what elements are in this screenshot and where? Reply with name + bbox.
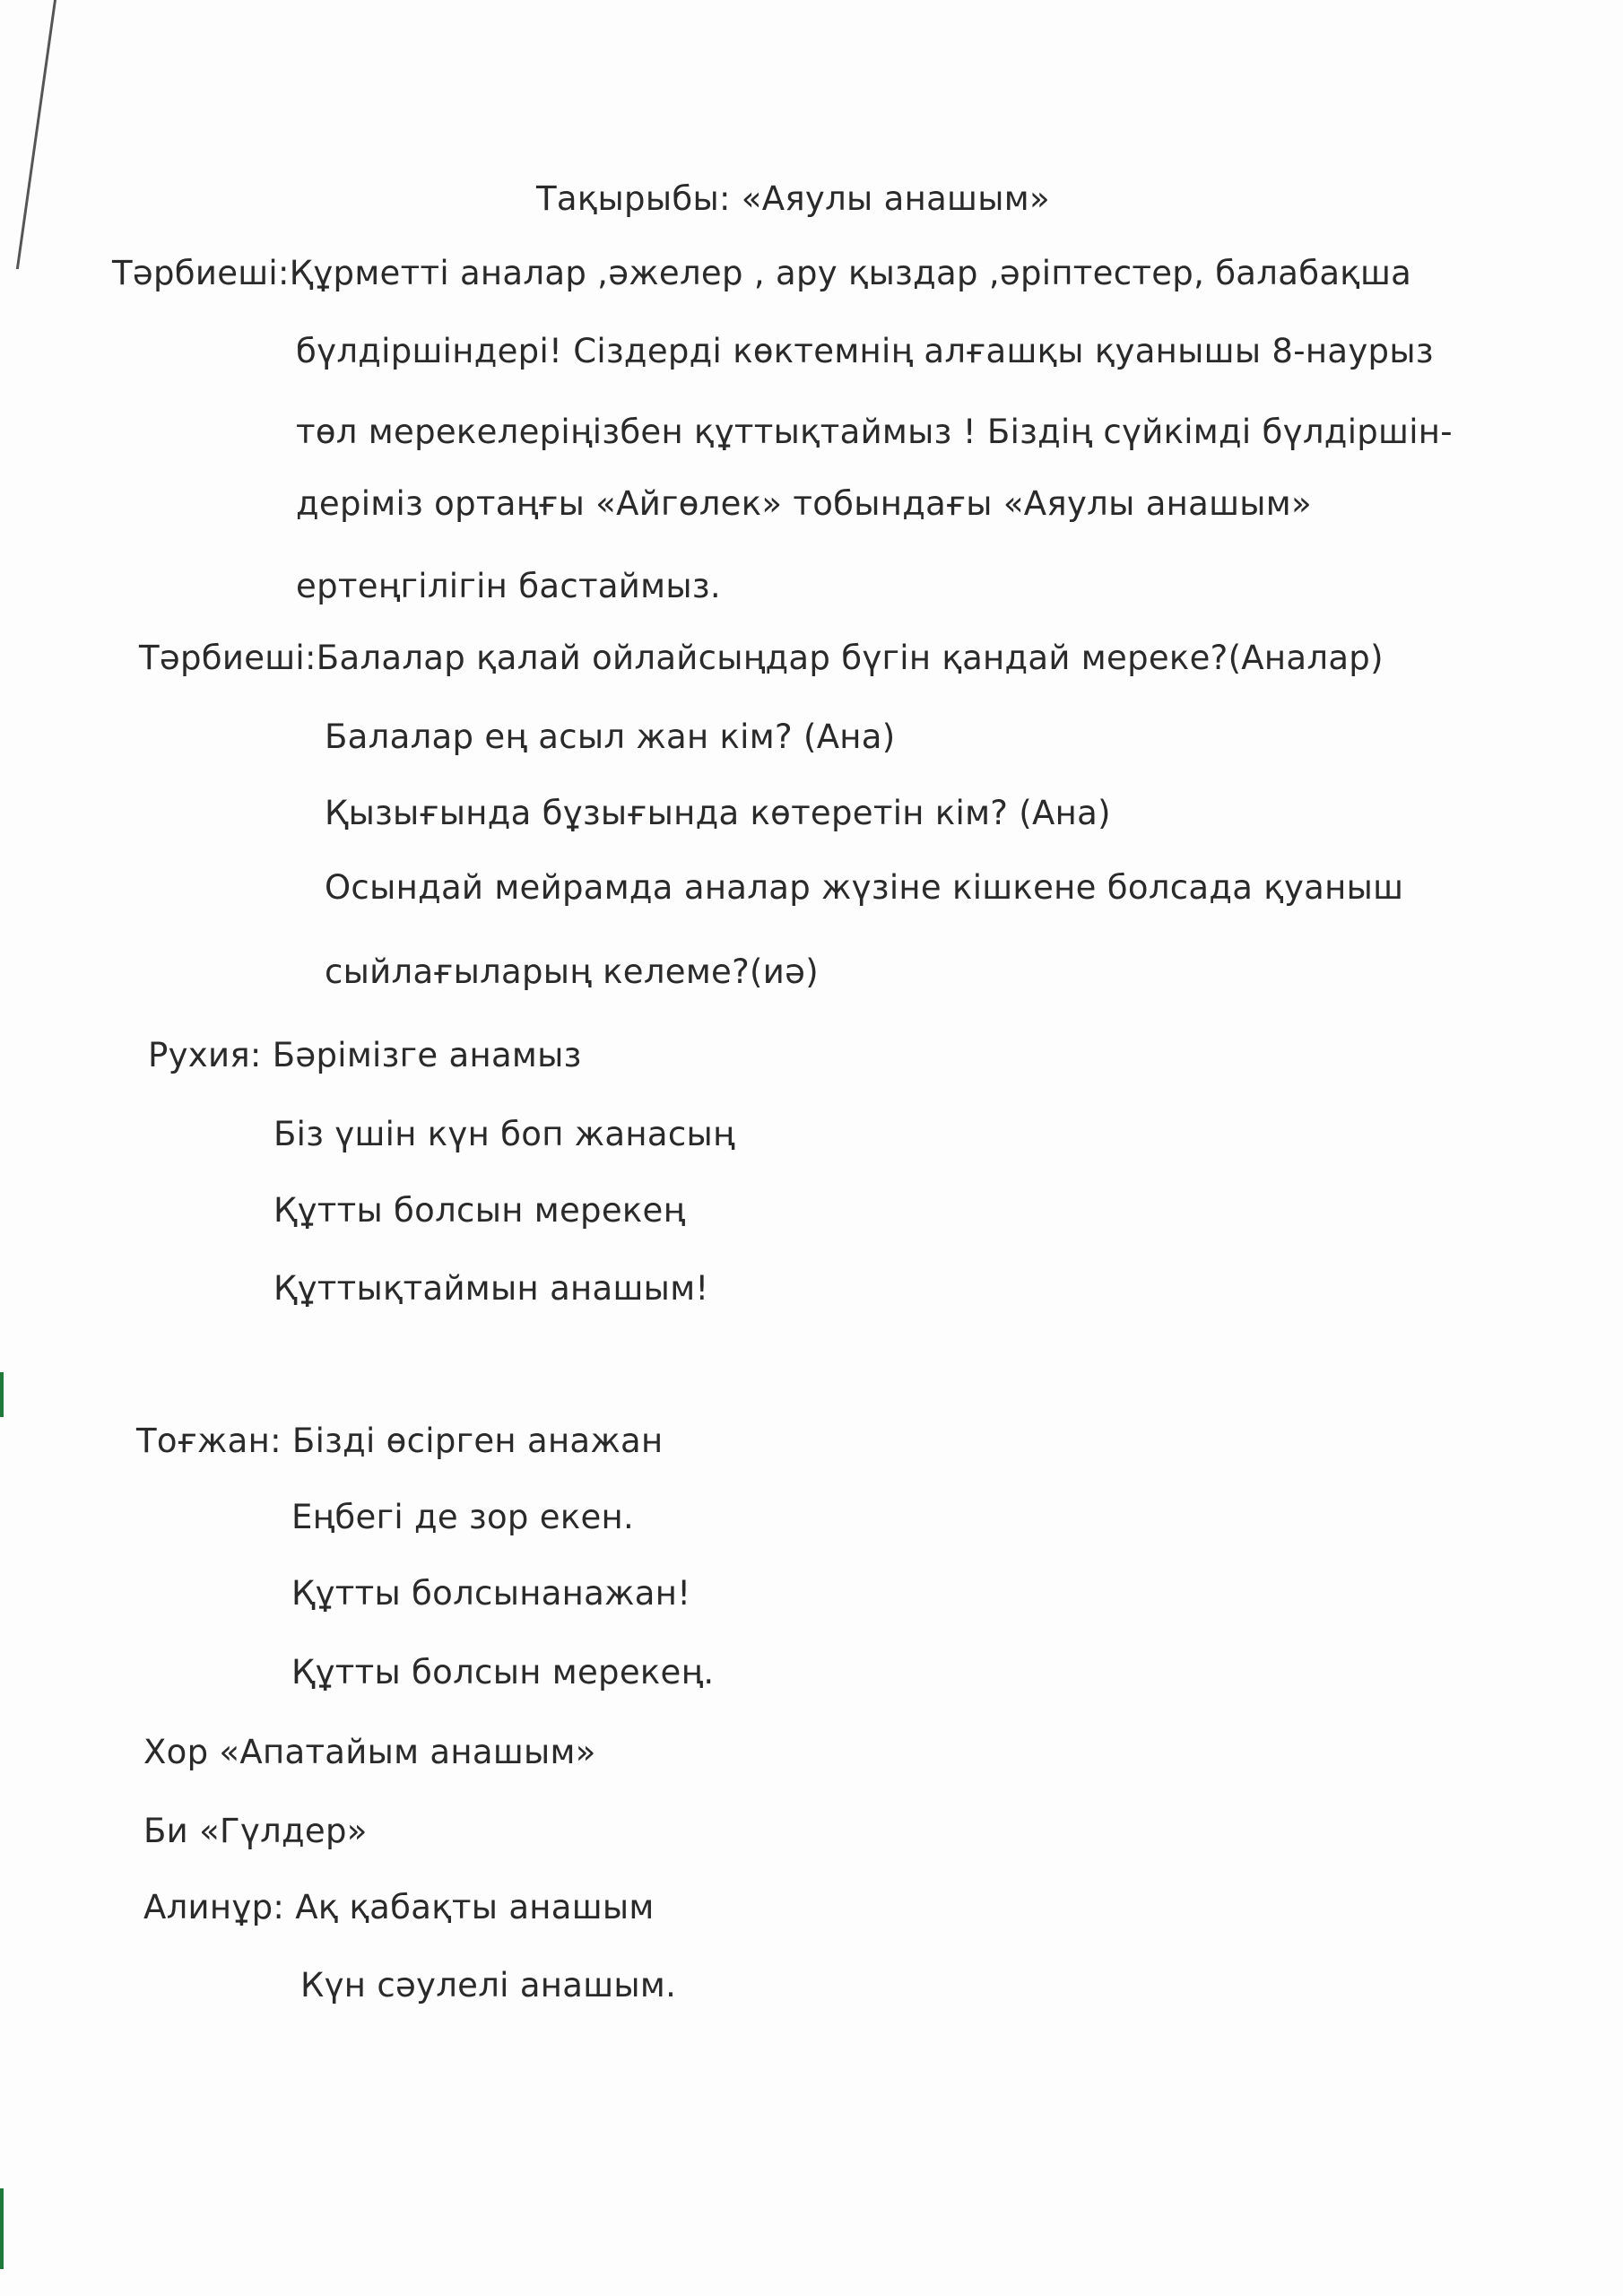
text-line: Еңбегі де зор екен.	[291, 1498, 635, 1536]
scan-edge-mark	[0, 2188, 4, 2269]
text-line: сыйлағыларың келеме?(иә)	[325, 952, 819, 991]
document-title: Тақырыбы: «Аяулы анашым»	[536, 179, 1050, 218]
text-line: Рухия: Бәрімізге анамыз	[148, 1036, 582, 1074]
text-line: деріміз ортаңғы «Айгөлек» тобындағы «Аяулы анашым»	[296, 484, 1312, 523]
text-line: бүлдіршіндері! Сіздерді көктемнің алғашқы қуанышы 8-наурыз	[296, 332, 1434, 370]
text-line: Би «Гүлдер»	[143, 1812, 368, 1850]
text-line: Құтты болсынанажан!	[291, 1574, 691, 1613]
text-line: Қызығында бұзығында көтеретін кім? (Ана)	[325, 794, 1111, 832]
text-line: Құтты болсын мерекең.	[291, 1653, 715, 1692]
text-line: Осындай мейрамда аналар жүзіне кішкене болсада қуаныш	[325, 868, 1404, 907]
text-line: ертеңгілігін бастаймыз.	[296, 567, 721, 605]
text-line: Біз үшін күн боп жанасың	[273, 1115, 735, 1153]
text-line: Тоғжан: Бізді өсірген анажан	[136, 1422, 664, 1460]
text-line: төл мерекелеріңізбен құттықтаймыз ! Біздің сүйкімді бүлдіршін-	[296, 413, 1453, 451]
text-line: Тәрбиеші:Балалар қалай ойлайсыңдар бүгін қандай мереке?(Аналар)	[139, 639, 1384, 677]
scan-edge-mark	[16, 0, 56, 269]
text-line: Тәрбиеші:Құрметті аналар ,әжелер , ару қыздар ,әріптестер, балабақша	[112, 254, 1412, 292]
text-line: Күн сәулелі анашым.	[300, 1966, 677, 2005]
scan-edge-mark	[0, 1372, 4, 1417]
text-line: Хор «Апатайым анашым»	[143, 1733, 596, 1771]
text-line: Құттықтаймын анашым!	[273, 1269, 709, 1308]
text-line: Балалар ең асыл жан кім? (Ана)	[325, 718, 896, 756]
text-line: Алинұр: Ақ қабақты анашым	[143, 1888, 655, 1926]
text-line: Құтты болсын мерекең	[273, 1191, 686, 1230]
